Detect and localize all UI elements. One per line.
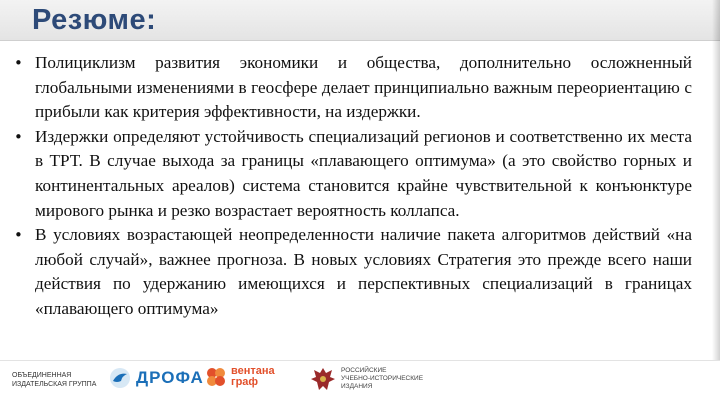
russian-textbook-line2: УЧЕБНО-ИСТОРИЧЕСКИЕ: [341, 375, 424, 382]
bullet-text-1: Полициклизм развития экономики и общества, дополнительно осложненный глобальными изменениями в геосфере делает принципиально важным переориентацию с прибыли как критерия эффективности, на издержки.: [35, 53, 692, 122]
publisher-group-line1: ОБЪЕДИНЕННАЯ: [12, 372, 72, 379]
bullet-dot: •: [14, 226, 23, 245]
russian-textbook-line1: РОССИЙСКИЕ: [341, 367, 387, 374]
drofa-logo-text: ДРОФА: [136, 368, 204, 387]
bullet-text-3: В условиях возрастающей неопределенности наличие пакета алгоритмов действий «на любой случай», важнее прогноза. В новых условиях Стратегия это прежде всего наши действия по удержанию имеющихся и перспективных специализаций в границах «плавающего оптимума»: [35, 225, 692, 318]
drofa-bird-icon: [108, 366, 132, 390]
footer-logos: [0, 360, 720, 406]
publisher-group-logo: [12, 371, 96, 389]
ventana-logo-line1: вентана: [231, 365, 275, 377]
bullet-item-3: [14, 223, 692, 321]
bullet-item-1: [14, 51, 692, 125]
slide-shadow-edge: [712, 0, 720, 360]
russian-textbook-line3: ИЗДАНИЯ: [341, 383, 373, 390]
bullet-item-2: [14, 125, 692, 223]
slide-title: Резюме:: [32, 4, 157, 36]
bullet-text-2: Издержки определяют устойчивость специализаций регионов и соответственно их места в ТРТ. В случае выхода за границы «плавающего оптимума» (а это свойство горных и континентальных ареалов) система становится крайне чувствительной к конъюнктуре мирового рынка и резко возрастает вероятность коллапса.: [35, 126, 692, 220]
ventana-logo-line2: граф: [231, 376, 259, 388]
drofa-logo: [108, 366, 204, 390]
russian-textbook-logo: [310, 364, 423, 394]
bullet-dot: •: [14, 127, 23, 146]
ventana-graf-icon: [205, 366, 227, 388]
bullet-dot: •: [14, 54, 23, 72]
publisher-group-line2: ИЗДАТЕЛЬСКАЯ ГРУППА: [12, 381, 97, 388]
title-bar: [0, 0, 720, 41]
double-headed-eagle-icon: [310, 364, 336, 394]
ventana-graf-logo: [205, 366, 275, 388]
slide-body: [14, 51, 692, 322]
